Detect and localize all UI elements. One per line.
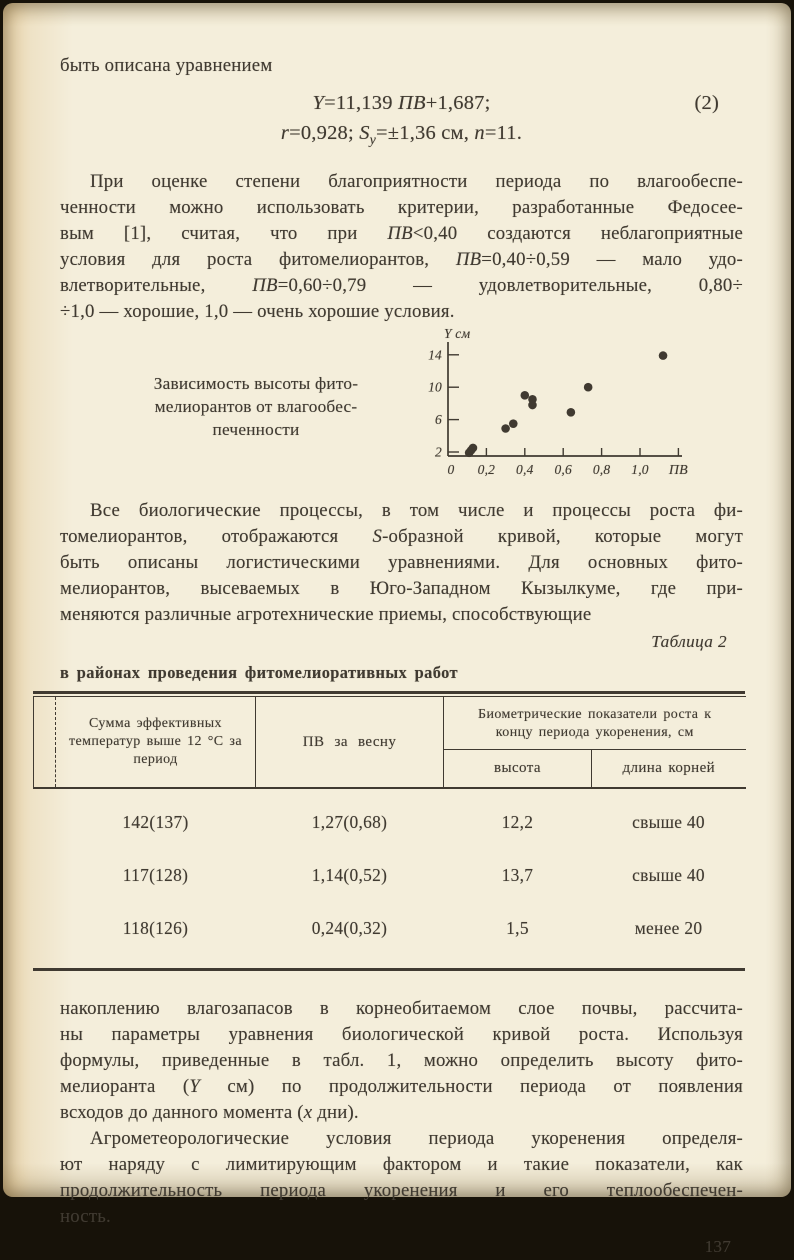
text-segment: быть описаны логистическими уравнениями. Для основных фито-: [60, 552, 743, 574]
x-tick-label: 0: [447, 462, 455, 478]
text-line: [60, 996, 743, 1022]
text-segment: n: [474, 122, 485, 144]
text-line: [116, 395, 396, 418]
text-segment: r: [280, 122, 290, 144]
text-line: [60, 576, 743, 602]
data-point: [659, 351, 668, 360]
text-segment: ны параметры уравнения биологической кривой роста. Используя: [60, 1024, 743, 1046]
table-edge-cell: [34, 900, 56, 962]
text-line: [60, 524, 743, 550]
text-segment: При оценке степени благоприятности периода по влагообеспе-: [90, 171, 743, 193]
text-segment: формулы, приведенные в табл. 1, можно определить высоту фито-: [60, 1050, 743, 1072]
table-cell: свыше 40: [632, 812, 705, 833]
table-edge-cell: [34, 697, 56, 789]
text-segment: ют наряду с лимитирующим фактором и такие показатели, как: [60, 1154, 743, 1176]
text-line: [60, 1100, 743, 1126]
x-tick-label: 0,6: [554, 462, 572, 478]
text-segment: S: [372, 526, 383, 548]
equation-line-2: [60, 118, 743, 156]
table-cell: свыше 40: [632, 865, 705, 886]
paragraph-processes: [60, 498, 743, 628]
table-label: Таблица 2: [651, 632, 727, 652]
table-cell: 118(126): [122, 918, 189, 939]
text-segment: ность.: [60, 1206, 111, 1228]
text-segment: см) по продолжительности периода от появления: [200, 1076, 744, 1098]
text-segment: =±1,36 см,: [376, 122, 475, 144]
text-line: [116, 418, 396, 441]
table-cell: менее 20: [634, 918, 703, 939]
text-segment: Y: [312, 92, 325, 114]
text-line: [60, 550, 743, 576]
table-edge-cell: [34, 847, 56, 900]
scatter-chart: [422, 328, 732, 484]
text-segment: ÷1,0 — хорошие, 1,0 — очень хорошие условия.: [60, 301, 455, 323]
table-row: [34, 900, 746, 962]
text-line: [60, 1178, 743, 1204]
text-line: [60, 1048, 743, 1074]
table-cell: 12,2: [501, 812, 534, 833]
data-point: [469, 444, 478, 453]
col-header-biometric-group: Биометрические показатели роста к концу периода укоренения, см: [444, 697, 746, 750]
table-body: [34, 788, 746, 962]
text-line: [60, 169, 743, 195]
text-segment: =11,139: [324, 92, 398, 114]
paragraph-criteria: [60, 169, 743, 325]
text-segment: =0,40÷0,59 — мало удо-: [481, 249, 743, 271]
table-cell: 1,27(0,68): [311, 812, 388, 833]
data-point: [501, 424, 510, 433]
page-number: 137: [704, 1237, 731, 1257]
x-tick-label: 0,4: [516, 462, 534, 478]
data-point: [567, 408, 576, 417]
page: [3, 3, 791, 1257]
table-row: [34, 788, 746, 847]
text-line: [60, 1022, 743, 1048]
col-header-pv: ПВ за весну: [256, 697, 444, 789]
equation-block: [60, 88, 743, 156]
text-line: [60, 195, 743, 221]
equation-1-text: [312, 92, 490, 114]
table-cell: 117(128): [122, 865, 189, 886]
text-segment: мелиорантов от влагообес-: [154, 397, 358, 417]
text-line: [60, 602, 743, 628]
equation-2-text: [280, 122, 523, 149]
text-segment: условия для роста фитомелиорантов,: [60, 249, 456, 271]
y-axis-label: Y см: [444, 326, 471, 342]
text-segment: мелиорантов, высеваемых в Юго-Западном Кызылкуме, где при-: [60, 578, 743, 600]
text-line: [60, 498, 743, 524]
text-segment: ПВ: [252, 275, 278, 297]
text-segment: вым [1], считая, что при: [60, 223, 388, 245]
text-line: [60, 1126, 743, 1152]
text-segment: влетворительные,: [60, 275, 253, 297]
table-cell: 13,7: [501, 865, 534, 886]
y-tick-label: 14: [428, 347, 442, 363]
intro-line: быть описана уравнением: [60, 55, 273, 76]
text-line: [60, 1204, 743, 1230]
x-tick-label: 0,2: [477, 462, 496, 478]
text-segment: всходов до данного момента (: [60, 1102, 304, 1124]
table-header-row-1: [34, 697, 746, 750]
text-line: [60, 221, 743, 247]
data-point: [584, 383, 593, 392]
col-header-height: высота: [444, 750, 592, 789]
x-axis-label: ПВ: [668, 463, 688, 479]
text-segment: Все биологические процессы, в том числе и процессы роста фи-: [90, 500, 743, 522]
text-segment: Y: [189, 1076, 201, 1098]
y-tick-label: 2: [435, 444, 442, 460]
x-tick-label: 0,8: [592, 462, 611, 478]
text-segment: =11.: [484, 122, 523, 144]
table-edge-cell: [34, 788, 56, 847]
text-line: [116, 372, 396, 395]
figure: [116, 328, 743, 492]
data-point: [521, 391, 530, 400]
x-tick-label: 1,0: [631, 462, 649, 478]
text-segment: томелиорантов, отображаются: [60, 526, 373, 548]
equation-line-1: [60, 88, 743, 118]
text-segment: продолжительность периода укоренения и его теплообеспечен-: [60, 1180, 743, 1202]
equation-number: (2): [694, 92, 719, 114]
table-cell: 1,5: [506, 918, 529, 939]
text-line: [60, 273, 743, 299]
page-content: [60, 53, 743, 1260]
col-header-temperature: Сумма эффективных температур выше 12 °С за период: [56, 697, 256, 789]
text-segment: x: [303, 1102, 313, 1124]
table-caption: в районах проведения фитомелиоративных работ: [60, 663, 458, 683]
text-segment: y: [369, 133, 377, 149]
paragraph-moisture: [60, 996, 743, 1126]
text-segment: меняются различные агротехнические приемы, способствующие: [60, 604, 592, 626]
y-tick-label: 10: [428, 379, 442, 395]
figure-caption: [116, 372, 396, 441]
text-segment: =0,928;: [289, 122, 360, 144]
text-segment: печенности: [212, 420, 300, 440]
text-segment: <0,40 создаются неблагоприятные: [412, 223, 743, 245]
text-line: [60, 247, 743, 273]
data-point: [528, 401, 537, 410]
text-line: [60, 299, 743, 325]
text-segment: ПВ: [455, 249, 482, 271]
y-tick-label: 6: [435, 412, 442, 428]
chart-box: [422, 328, 732, 492]
text-segment: накоплению влагозапасов в корнеобитаемом слое почвы, рассчита-: [60, 998, 743, 1020]
text-line: [60, 1152, 743, 1178]
table-cell: 0,24(0,32): [311, 918, 388, 939]
col-header-root-length: длина корней: [592, 750, 746, 789]
text-segment: -образной кривой, которые могут: [382, 526, 743, 548]
text-segment: +1,687;: [425, 92, 491, 114]
text-segment: ченности можно использовать критерии, разработанные Федосее-: [60, 197, 743, 219]
table-header: [34, 697, 746, 789]
table-cell: 1,14(0,52): [311, 865, 388, 886]
text-segment: Зависимость высоты фито-: [153, 374, 359, 394]
text-segment: мелиоранта (: [60, 1076, 190, 1098]
data-point: [509, 419, 518, 428]
text-segment: =0,60÷0,79 — удовлетворительные, 0,80÷: [277, 275, 743, 297]
table-cell: 142(137): [122, 812, 189, 833]
text-segment: Агрометеорологические условия периода укоренения определя-: [90, 1128, 743, 1150]
table-row: [34, 847, 746, 900]
text-line: [60, 1074, 743, 1100]
table-wrap: [33, 691, 745, 971]
text-segment: S: [359, 122, 370, 144]
text-segment: ПВ: [387, 223, 413, 245]
text-segment: дни).: [312, 1102, 359, 1124]
paragraph-agrometeo: [60, 1126, 743, 1230]
data-table: [33, 696, 746, 962]
text-segment: ПВ: [397, 92, 426, 114]
